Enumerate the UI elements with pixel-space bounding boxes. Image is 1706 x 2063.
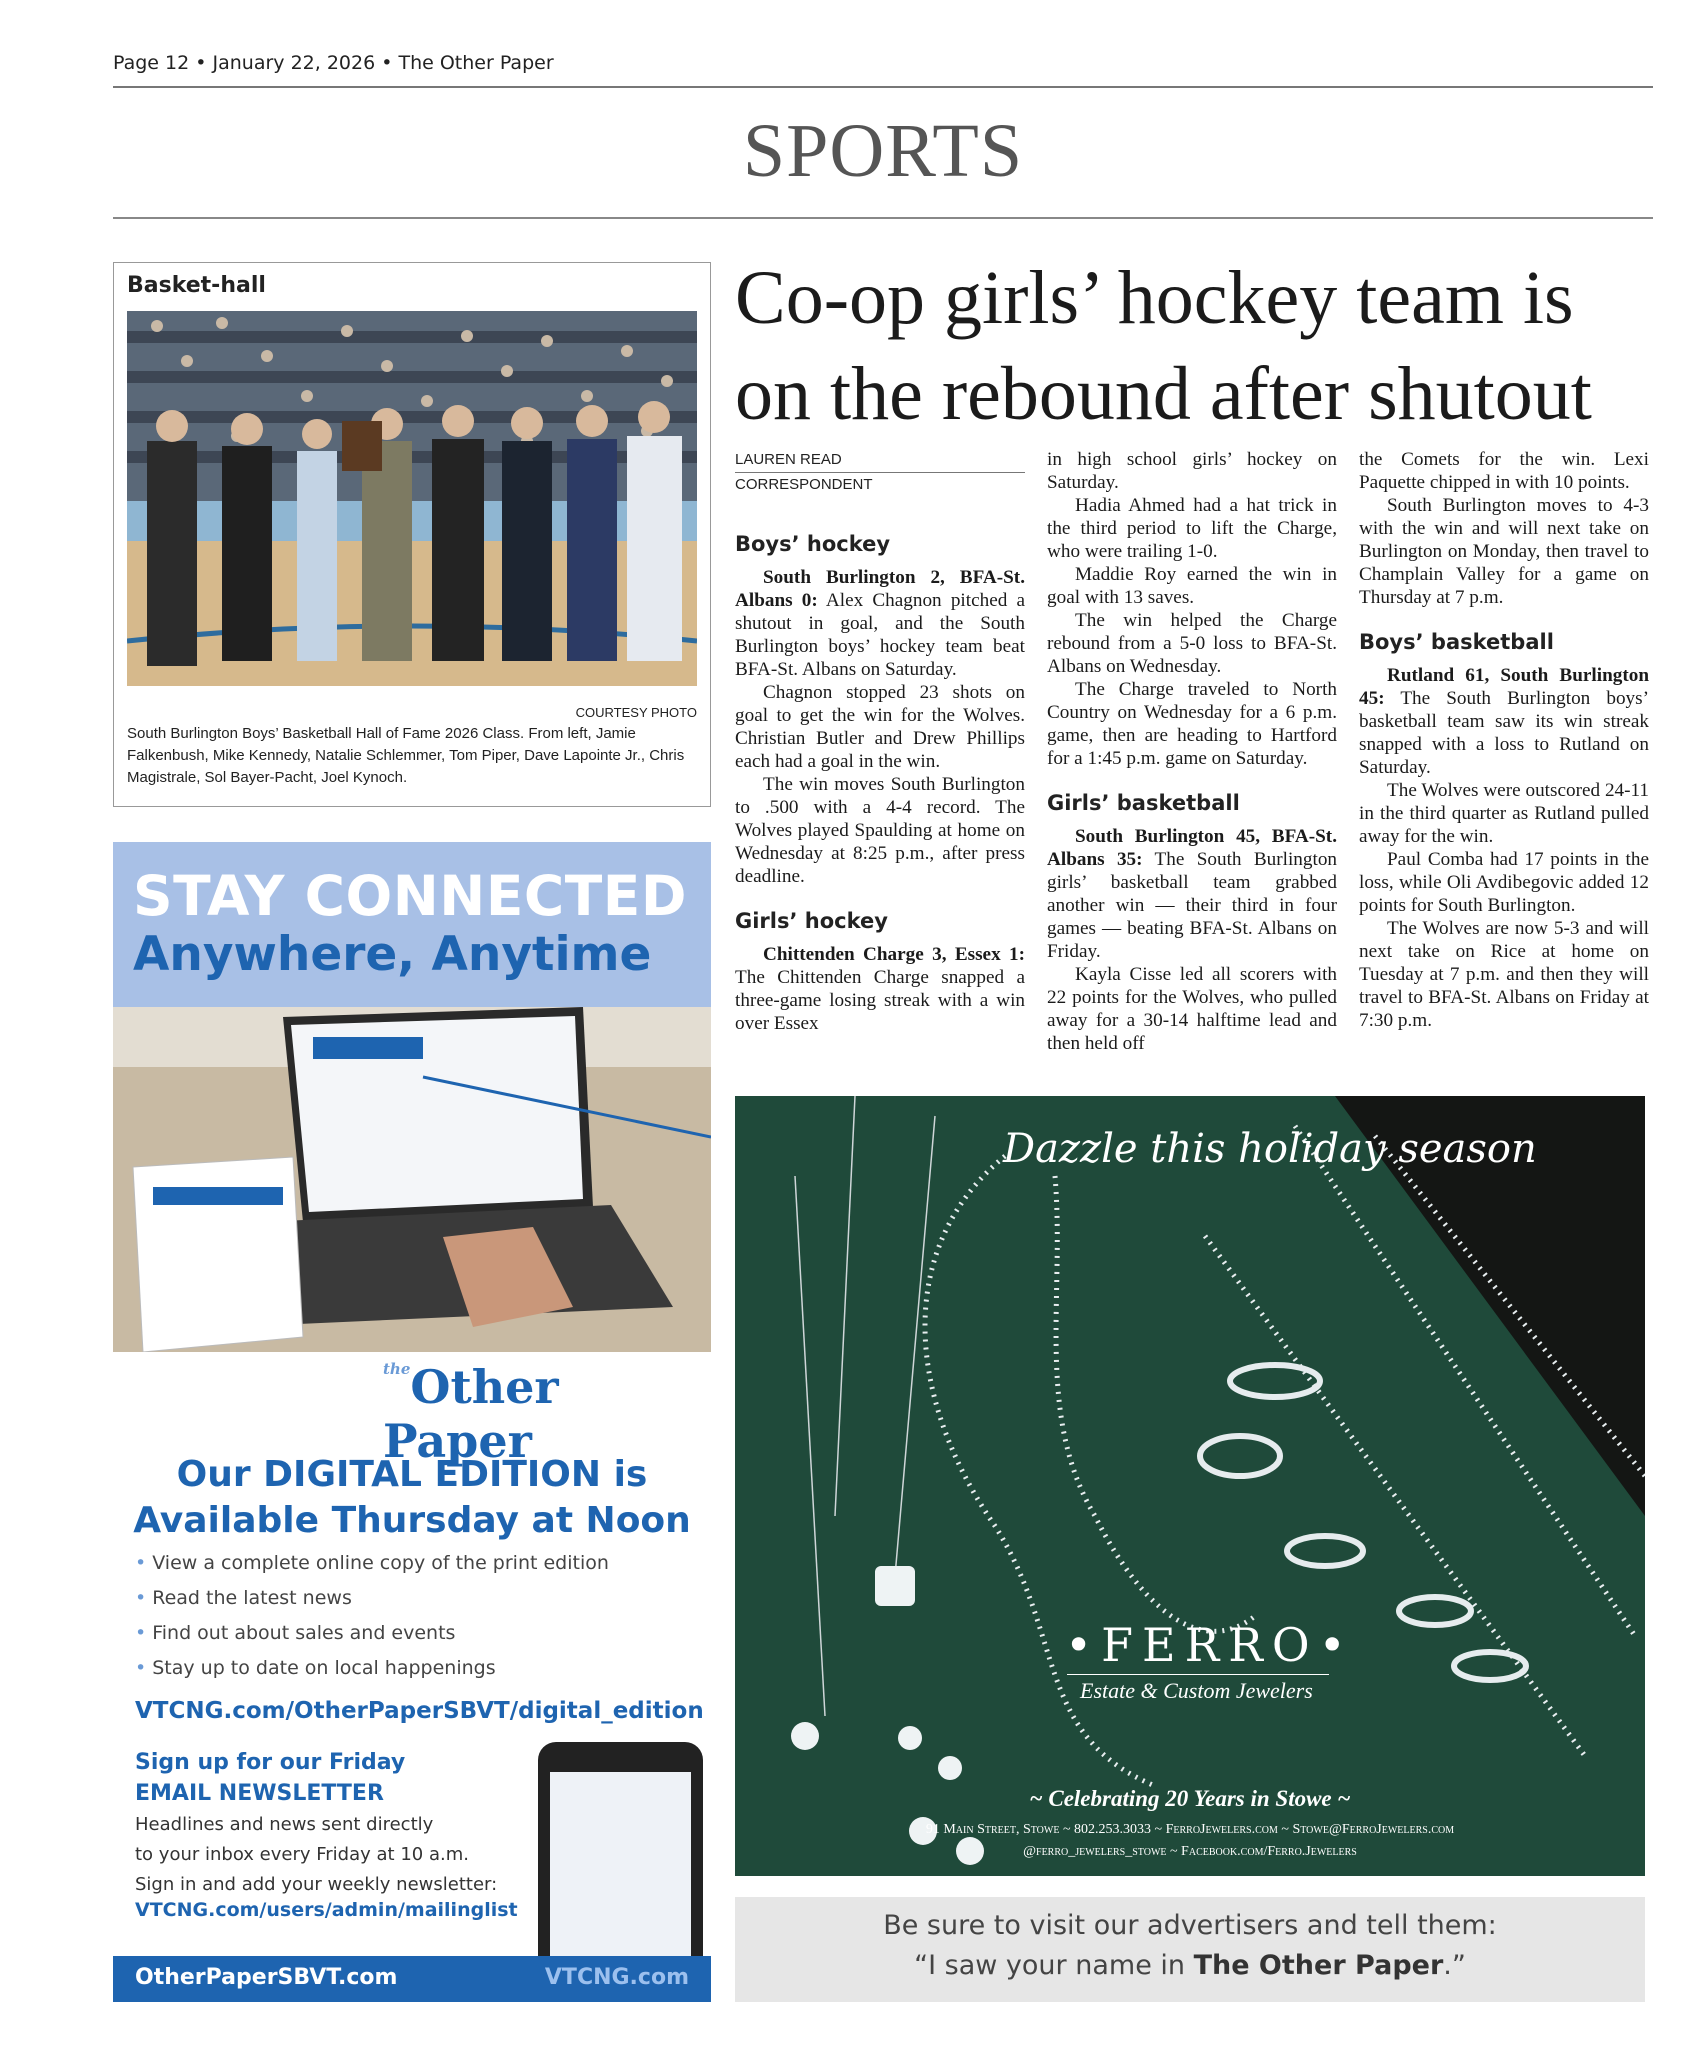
newsletter-body-line: to your inbox every Friday at 10 a.m. <box>135 1844 469 1865</box>
vtcng-link[interactable]: VTCNG.com <box>544 1965 689 1990</box>
score-line: Chittenden Charge 3, Essex 1: <box>763 944 1025 965</box>
newsletter-heading-line1: Sign up for our Friday <box>135 1750 406 1775</box>
digital-edition-link[interactable]: VTCNG.com/OtherPaperSBVT/digital_edition <box>135 1698 704 1724</box>
article-column-3 <box>1359 448 1649 1032</box>
paragraph: Chagnon stopped 23 shots on goal to get the win for the Wolves. Christian Butler and Drew Phillips each had a goal in the win. <box>735 682 1025 772</box>
logo-text: Other Paper <box>383 1360 559 1468</box>
photo-label: Basket-hall <box>127 273 266 298</box>
paragraph-text: The South Burlington boys’ basketball team saw its win streak snapped with a loss to Rutland on Saturday. <box>1359 688 1649 778</box>
newsletter-heading <box>135 1747 405 1809</box>
subhead-girls-hockey: Girls’ hockey <box>735 909 888 933</box>
ferro-jewelers-ad <box>735 1096 1645 1876</box>
paragraph: in high school girls’ hockey on Saturday. <box>1047 449 1337 493</box>
feature-item: • Read the latest news <box>135 1587 609 1622</box>
paragraph-text: Alex Chagnon pitched a shutout in goal, and the South Burlington boys’ hockey team beat BFA-St. Albans on Saturday. <box>735 590 1026 680</box>
article-column-1 <box>735 448 1025 1035</box>
banner-paper-name: The Other Paper <box>1193 1950 1444 1981</box>
banner-line2 <box>735 1950 1645 1981</box>
photo-caption: South Burlington Boys’ Basketball Hall of Fame 2026 Class. From left, Jamie Falkenbush, Mike Kennedy, Natalie Schlemmer, Tom Piper, Dave Lapointe Jr., Chris Magistrale, Sol Bayer-Pacht, Joel Kynoch. <box>127 725 685 786</box>
banner-line2-post: .” <box>1443 1950 1466 1981</box>
paragraph <box>1047 825 1337 963</box>
subhead-boys-basketball: Boys’ basketball <box>1359 630 1554 654</box>
logo-divider <box>1067 1674 1329 1675</box>
newsletter-body-line: Headlines and news sent directly <box>135 1814 434 1835</box>
paragraph-text: The South Burlington girls’ basketball team grabbed another win — their third in four games — beating BFA-St. Albans on Friday. <box>1047 849 1338 962</box>
ad-header <box>113 842 711 1007</box>
paragraph: The win helped the Charge rebound from a 5-0 loss to BFA-St. Albans on Wednesday. <box>1047 610 1337 677</box>
ferro-address: 91 Main Street, Stowe ~ 802.253.3033 ~ FerroJewelers.com ~ Stowe@FerroJewelers.com <box>925 1822 1455 1837</box>
section-rule <box>113 217 1653 219</box>
paragraph: the Comets for the win. Lexi Paquette chipped in with 10 points. <box>1359 449 1649 493</box>
subhead-girls-basketball: Girls’ basketball <box>1047 791 1240 815</box>
newsletter-link[interactable]: VTCNG.com/users/admin/mailinglist <box>135 1899 518 1921</box>
paragraph: Hadia Ahmed had a hat trick in the third period to lift the Charge, who were trailing 1-0. <box>1047 495 1337 562</box>
advertiser-banner <box>735 1897 1645 2002</box>
paragraph: South Burlington moves to 4-3 with the win and will next take on Burlington on Monday, then travel to Champlain Valley for a game on Thursday at 7 p.m. <box>1359 495 1649 608</box>
paragraph <box>1359 664 1649 779</box>
newsletter-body-line: Sign in and add your weekly newsletter: <box>135 1874 498 1895</box>
ferro-subtitle: Estate & Custom Jewelers <box>1080 1678 1313 1703</box>
site-link[interactable]: OtherPaperSBVT.com <box>135 1965 398 1990</box>
banner-line1: Be sure to visit our advertisers and tell them: <box>883 1910 1497 1941</box>
section-title: SPORTS <box>742 109 1024 193</box>
paragraph <box>735 943 1025 1035</box>
ferro-social: @ferro_jewelers_stowe ~ Facebook.com/Ferro.Jewelers <box>1023 1844 1357 1859</box>
paragraph: Kayla Cisse led all scorers with 22 points for the Wolves, who pulled away for a 30-14 halftime lead and then held off <box>1047 964 1337 1054</box>
page-folio: Page 12 • January 22, 2026 • The Other Paper <box>113 52 554 74</box>
digital-edition-heading: Our DIGITAL EDITION is Available Thursday at Noon <box>133 1454 691 1541</box>
laptop-photo <box>113 1007 711 1352</box>
article-column-2 <box>1047 448 1337 1055</box>
feature-item: • Find out about sales and events <box>135 1622 609 1657</box>
feature-list <box>135 1552 609 1692</box>
byline <box>735 448 1025 497</box>
ad-tagline: Dazzle this holiday season <box>1003 1126 1537 1172</box>
paragraph: The Wolves were outscored 24-11 in the third quarter as Rutland pulled away for the win. <box>1359 780 1649 847</box>
photo-credit: COURTESY PHOTO <box>575 705 697 720</box>
ad-header-line2: Anywhere, Anytime <box>133 927 652 982</box>
score-line: South Burlington 2, BFA-St. Albans 0: <box>735 567 1025 611</box>
top-rule <box>113 86 1653 88</box>
score-line: South Burlington 45, BFA-St. Albans 35: <box>1047 826 1337 870</box>
paragraph: Paul Comba had 17 points in the loss, while Oli Avdibegovic added 12 points for South Burlington. <box>1359 849 1649 916</box>
newsletter-heading-line2: EMAIL NEWSLETTER <box>135 1781 384 1806</box>
ad-header-line1: STAY CONNECTED <box>133 864 687 928</box>
banner-line2-pre: “I saw your name in <box>914 1950 1194 1981</box>
subhead-boys-hockey: Boys’ hockey <box>735 532 891 556</box>
paragraph: Maddie Roy earned the win in goal with 13 saves. <box>1047 564 1337 608</box>
ferro-logo: •FERRO• <box>1065 1618 1355 1672</box>
paragraph-text: The Chittenden Charge snapped a three-game losing streak with a win over Essex <box>735 967 1025 1034</box>
newsletter-body <box>135 1810 497 1900</box>
paragraph: The Wolves are now 5-3 and will next take on Rice at home on Tuesday at 7 p.m. and then they will travel to BFA-St. Albans on Friday at 7:30 p.m. <box>1359 918 1649 1031</box>
logo-the: the <box>383 1360 411 1378</box>
stay-connected-ad <box>113 842 711 2002</box>
ad-footer <box>113 1956 711 2002</box>
jewelry-graphic <box>735 1096 1645 1876</box>
byline-name: LAUREN READ <box>735 448 1025 473</box>
article-headline: Co-op girls’ hockey team is on the rebound after shutout <box>735 256 1592 436</box>
paragraph: The Charge traveled to North Country on Wednesday for a 6 p.m. game, then are heading to Hartford for a 1:45 p.m. game on Saturday. <box>1047 679 1337 769</box>
anniversary-line: ~ Celebrating 20 Years in Stowe ~ <box>1029 1786 1351 1811</box>
score-line: Rutland 61, South Burlington 45: <box>1359 665 1649 709</box>
paragraph <box>735 566 1025 681</box>
hall-of-fame-photo <box>127 311 697 686</box>
paragraph: The win moves South Burlington to .500 with a 4-4 record. The Wolves played Spaulding at home on Wednesday at 8:25 p.m., after press deadline. <box>735 774 1025 887</box>
feature-item: • Stay up to date on local happenings <box>135 1657 609 1692</box>
feature-item: • View a complete online copy of the print edition <box>135 1552 609 1587</box>
byline-role: CORRESPONDENT <box>735 476 873 493</box>
photo-box <box>113 262 711 807</box>
